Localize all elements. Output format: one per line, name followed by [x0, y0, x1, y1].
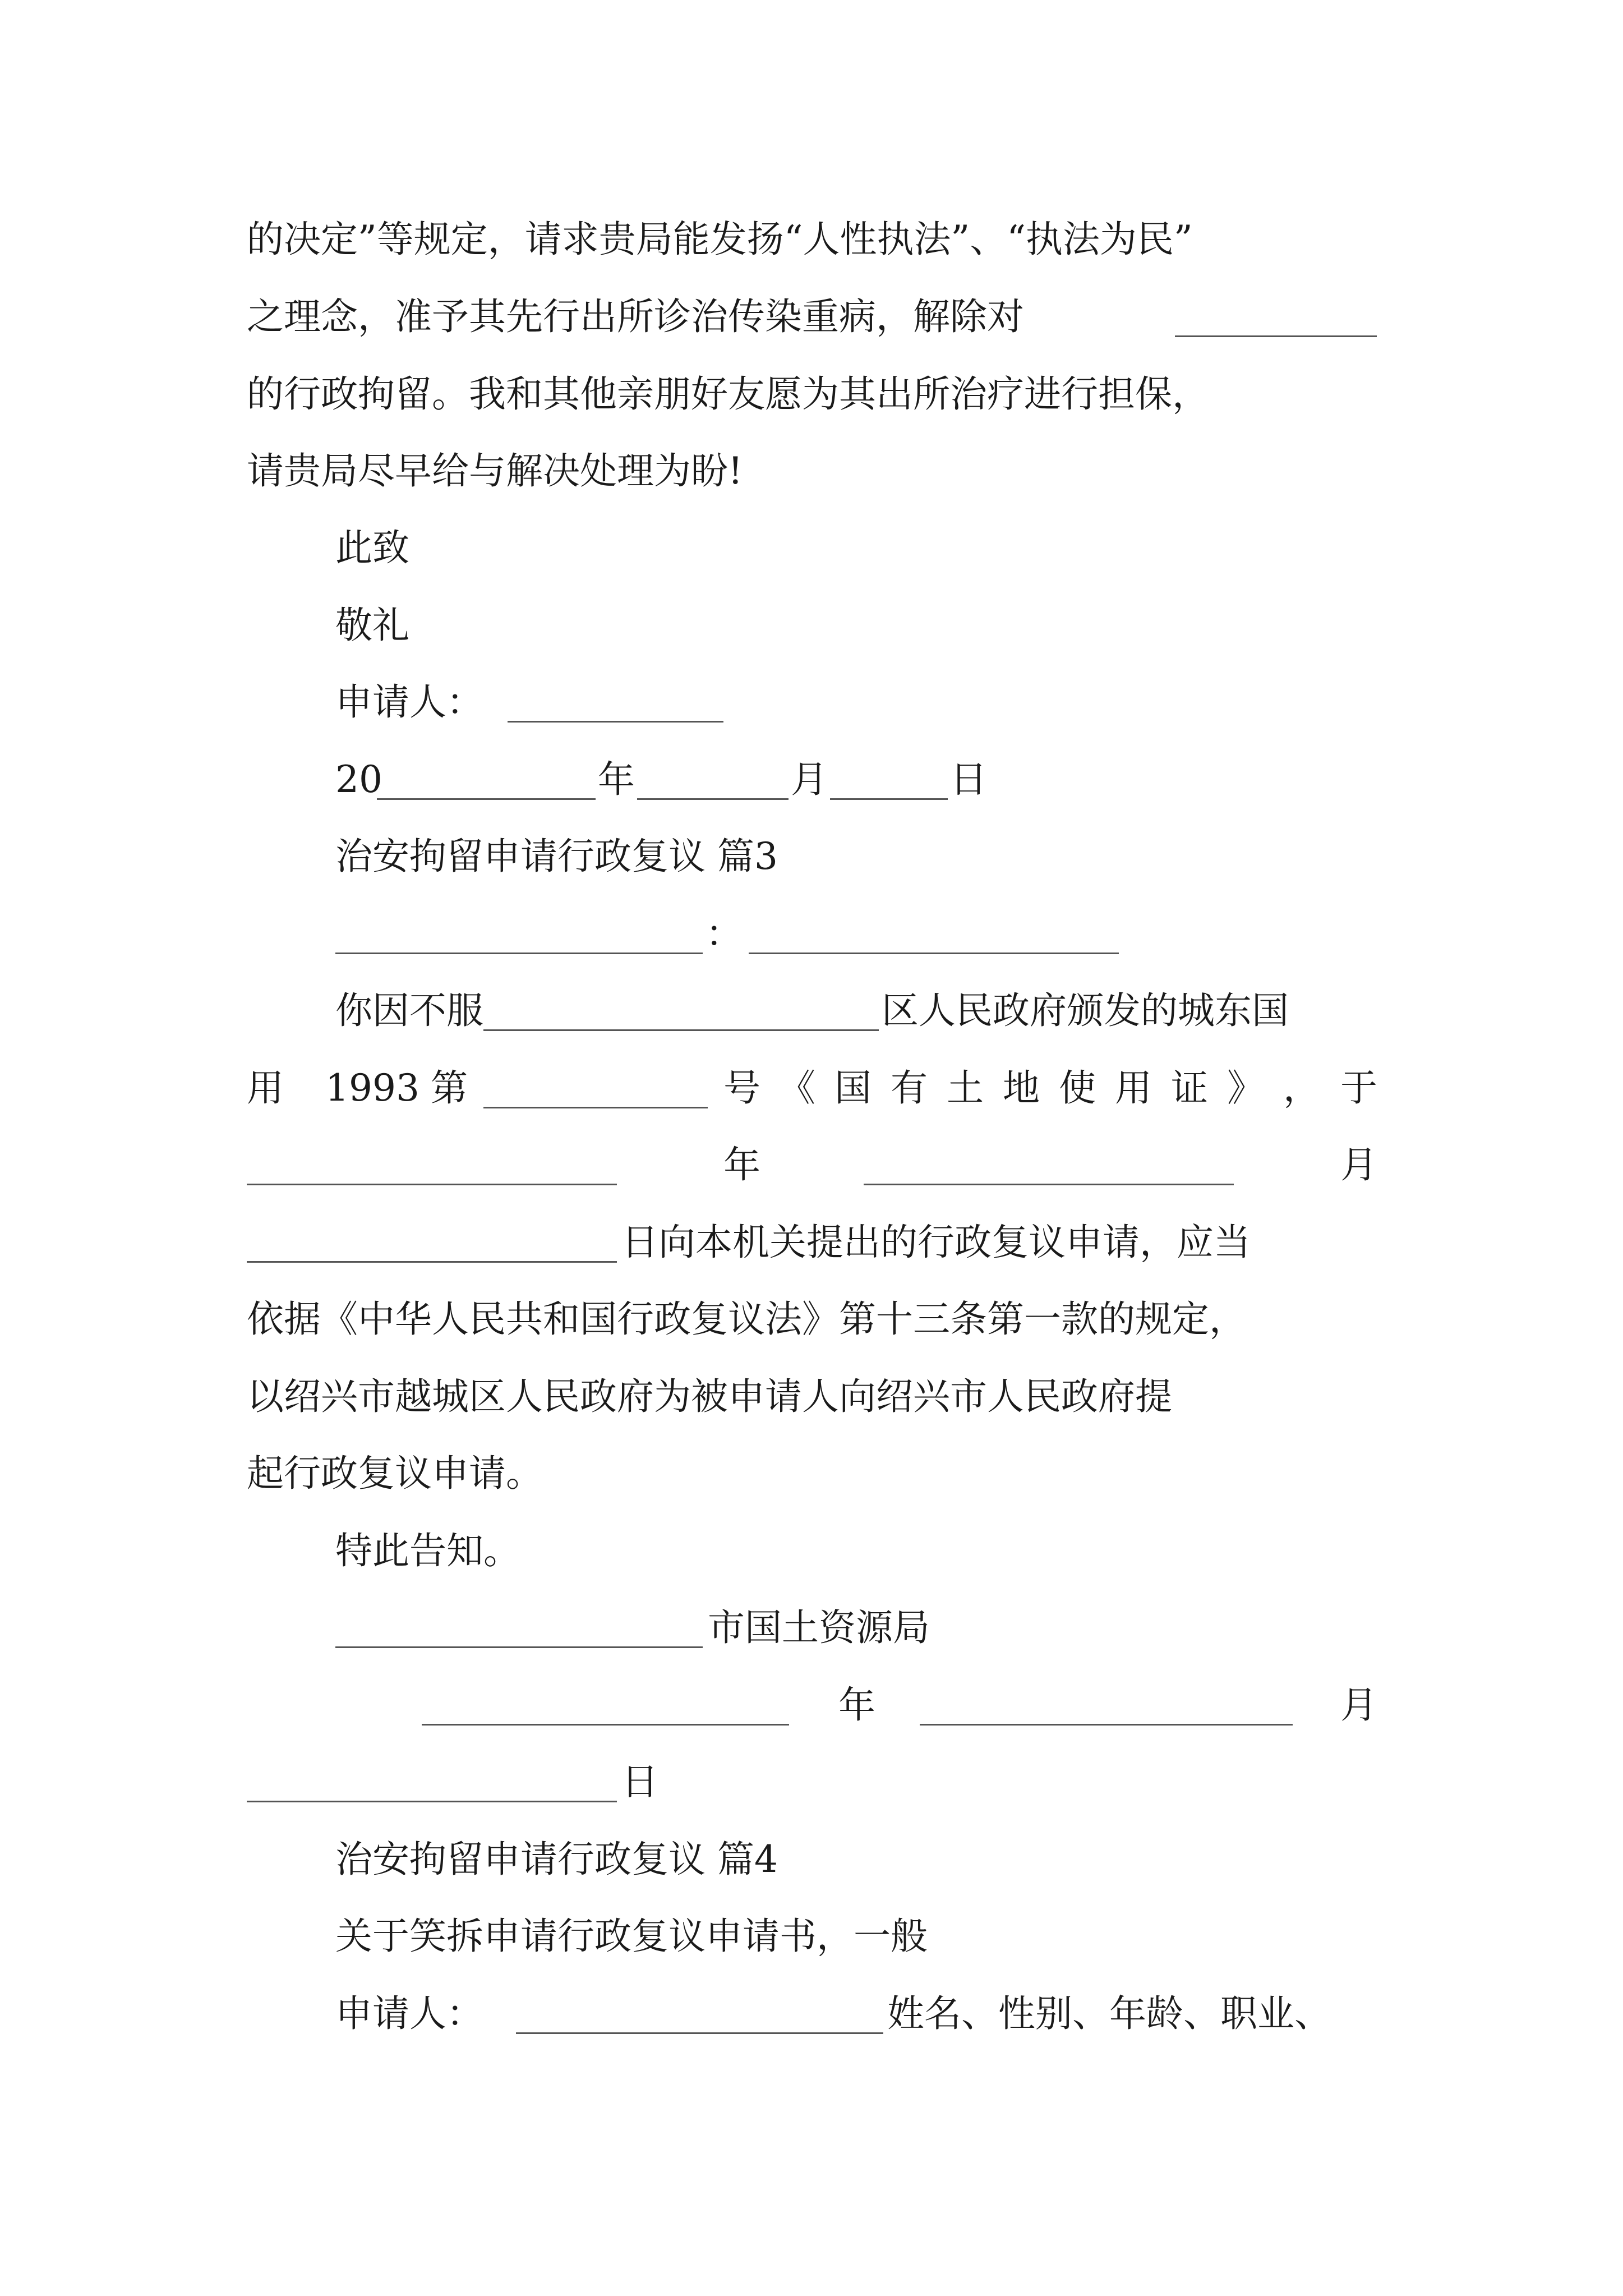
section-heading: 治安拘留申请行政复议 篇4	[335, 1838, 778, 1881]
body-text: 的行政拘留。我和其他亲朋好友愿为其出所治疗进行担保，	[247, 372, 1209, 416]
paragraph-line	[0, 1366, 1623, 1428]
signature-line	[0, 1597, 1623, 1659]
salutation-line	[0, 517, 1623, 579]
month-blank	[864, 1134, 1234, 1185]
day-blank	[247, 1751, 617, 1802]
signature-day-line	[0, 1751, 1623, 1813]
year-blank	[377, 749, 596, 800]
paragraph-line	[0, 980, 1623, 1042]
day-blank	[830, 749, 948, 800]
body-text: 于	[1340, 1066, 1377, 1110]
body-text: 依据《中华人民共和国行政复议法》第十三条第一款的规定，	[247, 1297, 1246, 1341]
date-line	[0, 749, 1623, 811]
section-heading-line	[0, 826, 1623, 887]
month-label: 月	[1340, 1683, 1377, 1727]
paragraph-line	[0, 364, 1623, 425]
paragraph-line	[0, 440, 1623, 502]
date-prefix: 20	[335, 758, 382, 801]
day-blank	[247, 1212, 617, 1263]
year-label: 年	[598, 758, 635, 801]
body-text: 区人民政府颁发的城东国	[882, 989, 1289, 1032]
year-label: 年	[723, 1143, 760, 1186]
body-text: 日向本机关提出的行政复议申请，应当	[621, 1221, 1251, 1264]
body-text: 以绍兴市越城区人民政府为被申请人向绍兴市人民政府提	[247, 1375, 1172, 1418]
paragraph-line	[0, 209, 1623, 270]
body-text: 《	[778, 1066, 815, 1110]
applicant-blank	[508, 671, 723, 723]
body-text: 使	[1059, 1066, 1096, 1110]
body-text: 》	[1227, 1066, 1264, 1110]
month-blank	[637, 749, 789, 800]
body-text: 你因不服	[335, 989, 483, 1032]
body-text: ，	[1283, 1066, 1320, 1110]
body-text: 国	[834, 1066, 872, 1110]
district-blank	[483, 980, 879, 1031]
month-blank	[920, 1674, 1293, 1726]
addressee-line	[0, 903, 1623, 965]
applicant-line	[0, 671, 1623, 733]
paragraph-line	[0, 1906, 1623, 1967]
paragraph-line	[0, 1443, 1623, 1504]
applicant-label: 申请人：	[335, 680, 483, 724]
signature-date-line	[0, 1674, 1623, 1736]
notice-line	[0, 1520, 1623, 1582]
year-blank	[422, 1674, 789, 1726]
salutation-jingli: 敬礼	[335, 604, 409, 647]
applicant-label: 申请人：	[335, 1992, 483, 2035]
applicant-line	[0, 1983, 1623, 2045]
colon-text: ：	[706, 912, 743, 955]
body-text: 姓名、性别、年龄、职业、	[887, 1992, 1331, 2035]
month-label: 月	[1340, 1143, 1377, 1186]
salutation-line	[0, 595, 1623, 656]
body-text: 请贵局尽早给与解决处理为盼!	[247, 449, 743, 493]
city-blank	[335, 1597, 703, 1648]
paragraph-line	[0, 286, 1623, 348]
body-text: 号	[723, 1066, 760, 1110]
body-text: 第	[431, 1066, 468, 1110]
bureau-name: 市国土资源局	[708, 1606, 930, 1649]
body-text: 之理念，准予其先行出所诊治传染重病，解除对	[247, 295, 1024, 338]
number-blank	[483, 1057, 708, 1108]
section-heading-line	[0, 1829, 1623, 1890]
body-text: 地	[1003, 1066, 1040, 1110]
body-text: 有	[891, 1066, 928, 1110]
addressee-blank	[335, 903, 703, 954]
addressee-blank	[749, 903, 1119, 954]
body-text: 的决定”等规定，请求贵局能发扬“人性执法”、“执法为民”	[247, 218, 1193, 261]
paragraph-line	[0, 1289, 1623, 1350]
body-text: 1993	[325, 1066, 419, 1110]
body-text: 用	[247, 1066, 284, 1110]
body-text: 土	[947, 1066, 984, 1110]
month-label: 月	[791, 758, 828, 801]
notice-text: 特此告知。	[335, 1529, 520, 1572]
day-label: 日	[621, 1760, 658, 1803]
blank-field	[1175, 286, 1377, 337]
paragraph-line	[0, 1057, 1623, 1119]
paragraph-line	[0, 1212, 1623, 1273]
body-text: 证	[1171, 1066, 1208, 1110]
applicant-blank	[516, 1983, 883, 2034]
paragraph-line	[0, 1134, 1623, 1196]
section-heading: 治安拘留申请行政复议 篇3	[335, 835, 778, 878]
year-blank	[247, 1134, 617, 1185]
body-text: 用	[1115, 1066, 1152, 1110]
year-label: 年	[838, 1683, 875, 1727]
salutation-cizhi: 此致	[335, 526, 409, 569]
body-text: 起行政复议申请。	[247, 1452, 543, 1495]
day-label: 日	[950, 758, 987, 801]
body-text: 关于笑拆申请行政复议申请书，一般	[335, 1915, 928, 1958]
